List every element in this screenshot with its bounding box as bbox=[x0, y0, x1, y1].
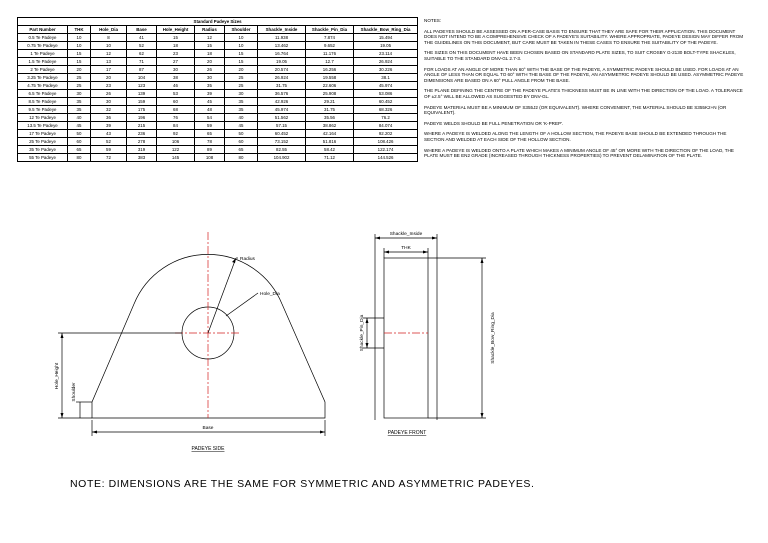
table-cell: 52 bbox=[91, 138, 127, 146]
table-cell: 10 bbox=[68, 42, 91, 50]
table-cell: 71.12 bbox=[306, 154, 354, 162]
hole-height-arrow-bottom bbox=[61, 413, 64, 418]
table-cell: 1.5 Te Padeye bbox=[18, 58, 68, 66]
table-cell: 35 bbox=[68, 106, 91, 114]
table-cell: 20 bbox=[225, 66, 258, 74]
table-cell: 13 bbox=[91, 58, 127, 66]
table-cell: 87 bbox=[127, 66, 157, 74]
table-cell: 278 bbox=[127, 138, 157, 146]
hole-dia-leader bbox=[226, 293, 258, 316]
table-cell: 35 bbox=[195, 82, 225, 90]
table-cell: 3.25 Te Padeye bbox=[18, 74, 68, 82]
table-cell: 92.202 bbox=[354, 130, 418, 138]
table-cell: 1 Te Padeye bbox=[18, 50, 68, 58]
table-cell: 319 bbox=[127, 146, 157, 154]
table-cell: 10 bbox=[225, 42, 258, 50]
base-arrow-right bbox=[320, 431, 325, 434]
table-cell: 53.086 bbox=[354, 90, 418, 98]
table-cell: 76.2 bbox=[354, 114, 418, 122]
shackle-pin-dia-label: Shackle_Pin_Dia bbox=[360, 314, 365, 352]
side-arrows bbox=[61, 258, 326, 434]
thk-arrow-left bbox=[384, 251, 389, 254]
table-cell: 215 bbox=[127, 122, 157, 130]
table-cell: 36.576 bbox=[258, 90, 306, 98]
note-item: THE SIZES ON THIS DOCUMENT HAVE BEEN CHOSEN BASED ON STANDARD PLATE SIZES, TO SUIT CROSBY G-2130 BOLT-TYPE SHACKLES, SUITABLE TO THE STANDARD DNV-GL 2.7-3. bbox=[424, 50, 736, 61]
table-cell: 13.462 bbox=[258, 42, 306, 50]
table-cell: 106 bbox=[157, 138, 195, 146]
table-cell: 145 bbox=[157, 154, 195, 162]
table-cell: 20.574 bbox=[258, 66, 306, 74]
table-cell: 0.5 Te Padeye bbox=[18, 34, 68, 42]
table-cell: 76 bbox=[157, 114, 195, 122]
table-cell: 25 bbox=[225, 82, 258, 90]
table-cell: 10 bbox=[68, 34, 91, 42]
table-cell: 25 bbox=[225, 74, 258, 82]
table-cell: 40 bbox=[225, 114, 258, 122]
table-cell: 104 bbox=[127, 74, 157, 82]
hole-dia-label: Hole_Dia bbox=[260, 292, 280, 297]
table-cell: 11.938 bbox=[258, 34, 306, 42]
thk-label: THK bbox=[401, 246, 411, 251]
table-cell: 122.174 bbox=[354, 146, 418, 154]
table-cell: 60 bbox=[68, 138, 91, 146]
table-cell: 12 Te Padeye bbox=[18, 114, 68, 122]
table-cell: 123 bbox=[127, 82, 157, 90]
table-cell: 73.152 bbox=[258, 138, 306, 146]
table-cell: 9.652 bbox=[306, 42, 354, 50]
table-cell: 41 bbox=[127, 34, 157, 42]
table-cell: 80 bbox=[225, 154, 258, 162]
table-cell: 68 bbox=[157, 106, 195, 114]
note-item: WHERE A PADEYE IS WELDED ONTO A PLATE WHICH MAKES A MINIMUM ANGLE OF 45° OR MORE WITH THE DIRECTION OF THE LOAD, THE PLATE MUST BE EN2 GRADE (INCREASED THROUGH THICKNESS PROPERTIES) TO PREVENT DELAMINATION OF THE PLATE. bbox=[424, 147, 734, 159]
note-item: PADEYE WELDS SHOULD BE FULL PENETRATION OR 'K-PREP'. bbox=[424, 120, 564, 126]
hole-height-label: Hole_Height bbox=[55, 362, 60, 390]
column-header: Part Number bbox=[18, 26, 68, 34]
column-header: Base bbox=[127, 26, 157, 34]
table-cell: 2 Te Padeye bbox=[18, 66, 68, 74]
table-cell: 122 bbox=[157, 146, 195, 154]
table-cell: 59 bbox=[195, 122, 225, 130]
table-cell: 45 bbox=[195, 98, 225, 106]
note-item: ALL PADEYES SHOULD BE ASSESSED ON A PER-CASE BASIS TO ENSURE THAT THEY ARE SAFE FOR THEIR APPLICATION. THIS DOCUMENT DOES NOT INTEND TO BE A COMPREHENSIVE CHECK OF A PADEYE'S SUITABILITY. WHERE APPROPRIATE, PADEYE DESIGN MAY DIFFER FROM THE GUIDELINES ON THIS DOCUMENT, BUT CARE MUST BE TAKEN IN THESE CASES TO ENSURE THE SUITABILITY OF THE PADEYE. bbox=[424, 28, 744, 45]
padeye-side-title: PADEYE SIDE bbox=[191, 446, 225, 452]
table-cell: 65 bbox=[195, 130, 225, 138]
table-cell: 42.164 bbox=[306, 130, 354, 138]
padeye-side-outline bbox=[92, 254, 325, 418]
table-cell: 52 bbox=[127, 42, 157, 50]
table-cell: 31.75 bbox=[258, 82, 306, 90]
table-cell: 65 bbox=[68, 146, 91, 154]
table-cell: 45.974 bbox=[354, 82, 418, 90]
table-cell: 62 bbox=[127, 50, 157, 58]
table-cell: 12 bbox=[91, 50, 127, 58]
table-cell: 0.75 Te Padeye bbox=[18, 42, 68, 50]
table-cell: 104.902 bbox=[258, 154, 306, 162]
table-cell: 25 bbox=[68, 74, 91, 82]
column-header: Hole_Height bbox=[157, 26, 195, 34]
table-cell: 38.1 bbox=[354, 74, 418, 82]
table-cell: 19.05 bbox=[354, 42, 418, 50]
table-cell: 51.562 bbox=[258, 114, 306, 122]
table-cell: 20 bbox=[68, 66, 91, 74]
table-cell: 159 bbox=[127, 98, 157, 106]
table-cell: 72 bbox=[91, 154, 127, 162]
shackle-bow-ring-dia-label: Shackle_Bow_Ring_Dia bbox=[491, 312, 496, 364]
table-cell: 78 bbox=[195, 138, 225, 146]
table-cell: 35 bbox=[225, 98, 258, 106]
table-cell: 36 bbox=[91, 114, 127, 122]
shoulder-label: Shoulder bbox=[72, 382, 77, 402]
column-header: Radius bbox=[195, 26, 225, 34]
notes-heading: NOTES: bbox=[424, 18, 442, 23]
table-cell: 58.42 bbox=[306, 146, 354, 154]
table-cell: 60 bbox=[157, 98, 195, 106]
note-item: THE PLANE DEFINING THE CENTRE OF THE PADEYE PLATE'S THICKNESS MUST BE IN LINE WITH THE DIRECTION OF THE LOAD. A TOLERANCE OF ±2.5° WILL BE ALLOWED AS SUGGESTED BY DNV-GL. bbox=[424, 88, 743, 99]
table-cell: 25 Te Padeye bbox=[18, 138, 68, 146]
radius-label: Radius bbox=[240, 257, 255, 262]
table-cell: 68.326 bbox=[354, 106, 418, 114]
table-cell: 12.7 bbox=[306, 58, 354, 66]
table-caption: Standard Padeye Sizes bbox=[18, 18, 418, 26]
table-cell: 30 bbox=[91, 98, 127, 106]
note-item: WHERE A PADEYE IS WELDED ALONG THE LENGTH OF A HOLLOW SECTION, THE PADEYE BASE SHOULD BE EXTENDED THROUGH THE SECTION AND WELDED AT EACH SIDE OF THE HOLLOW SECTION. bbox=[424, 131, 727, 142]
table-cell: 23.114 bbox=[354, 50, 418, 58]
table-cell: 196 bbox=[127, 114, 157, 122]
column-header: Shackle_Inside bbox=[258, 26, 306, 34]
table-cell: 175 bbox=[127, 106, 157, 114]
table-cell: 54 bbox=[195, 114, 225, 122]
bow-arrow-bottom bbox=[481, 413, 484, 418]
table-cell: 53 bbox=[157, 90, 195, 98]
note-item: FOR LOADS AT AN ANGLE OF MORE THAN 60° WITH THE BASE OF THE PADEYE, A SYMMETRIC PADEYE SHOULD BE USED. FOR LOADS AT AN ANGLE OF LESS THAN OR EQUAL TO 60° WITH THE BASE OF THE PADEYE, AN ASYMMETRIC PADEYE SHOULD BE USED. ASYMMETRIC PADEYE DIMENSIONS ARE BASED ON A 60° PULL ANGLE FROM THE BASE. bbox=[424, 66, 744, 83]
bow-arrow-top bbox=[481, 258, 484, 263]
table-cell: 16.256 bbox=[306, 66, 354, 74]
table-cell: 16.764 bbox=[258, 50, 306, 58]
table-cell: 82.55 bbox=[258, 146, 306, 154]
column-header: Shackle_Pin_Dia bbox=[306, 26, 354, 34]
table-cell: 22.606 bbox=[306, 82, 354, 90]
table-cell: 80 bbox=[68, 154, 91, 162]
table-cell: 45 bbox=[68, 122, 91, 130]
table-cell: 15 bbox=[68, 58, 91, 66]
table-cell: 30.226 bbox=[354, 66, 418, 74]
table-cell: 59 bbox=[91, 146, 127, 154]
table-cell: 39 bbox=[91, 122, 127, 130]
table-cell: 55 Te Padeye bbox=[18, 154, 68, 162]
thk-arrow-right bbox=[423, 251, 428, 254]
note-item: PADEYE MATERIAL MUST BE A MINIMUM OF S355J2 (OR EQUIVALENT). WHERE CONVENIENT, THE MATERIAL SHOULD BE S355K2+N (OR EQUIVALENT). bbox=[424, 104, 727, 116]
table-cell: 92 bbox=[157, 130, 195, 138]
table-cell: 18 bbox=[157, 42, 195, 50]
table-cell: 38 bbox=[157, 74, 195, 82]
column-header: Shoulder bbox=[225, 26, 258, 34]
table-cell: 236 bbox=[127, 130, 157, 138]
pin-arrow-bottom bbox=[366, 343, 369, 348]
table-cell: 15 bbox=[157, 34, 195, 42]
table-cell: 45 bbox=[225, 122, 258, 130]
table-cell: 35 bbox=[225, 106, 258, 114]
shackle-inside-arrow-right bbox=[432, 237, 437, 240]
pin-arrow-top bbox=[366, 318, 369, 323]
table-cell: 60.452 bbox=[354, 98, 418, 106]
table-cell: 30 bbox=[195, 74, 225, 82]
table-cell: 26.924 bbox=[258, 74, 306, 82]
table-cell: 42.926 bbox=[258, 98, 306, 106]
table-cell: 35 Te Padeye bbox=[18, 146, 68, 154]
table-cell: 84.074 bbox=[354, 122, 418, 130]
table-cell: 108.426 bbox=[354, 138, 418, 146]
table-cell: 19.558 bbox=[306, 74, 354, 82]
table-cell: 15 bbox=[195, 42, 225, 50]
table-cell: 30 bbox=[68, 90, 91, 98]
table-cell: 13.5 Te Padeye bbox=[18, 122, 68, 130]
table-cell: 48 bbox=[195, 106, 225, 114]
table-cell: 26 bbox=[195, 66, 225, 74]
table-cell: 26.924 bbox=[354, 58, 418, 66]
table-cell: 50 bbox=[225, 130, 258, 138]
table-cell: 108 bbox=[195, 154, 225, 162]
base-label: Base bbox=[202, 426, 214, 431]
table-cell: 18 bbox=[195, 50, 225, 58]
table-cell: 17 Te Padeye bbox=[18, 130, 68, 138]
table-cell: 17 bbox=[91, 66, 127, 74]
padeye-front-title: PADEYE FRONT bbox=[387, 430, 427, 436]
table-cell: 39 bbox=[195, 90, 225, 98]
table-cell: 8.5 Te Padeye bbox=[18, 98, 68, 106]
table-cell: 8 bbox=[91, 34, 127, 42]
table-cell: 27 bbox=[157, 58, 195, 66]
table-cell: 15 bbox=[68, 50, 91, 58]
table-cell: 20 bbox=[91, 74, 127, 82]
table-cell: 45.974 bbox=[258, 106, 306, 114]
padeye-front-view bbox=[363, 234, 486, 420]
front-arrows bbox=[366, 237, 484, 419]
table-cell: 51.816 bbox=[306, 138, 354, 146]
table-cell: 23 bbox=[91, 82, 127, 90]
shackle-inside-label: Shackle_Inside bbox=[389, 232, 423, 237]
bottom-note: NOTE: DIMENSIONS ARE THE SAME FOR SYMMETRIC AND ASYMMETRIC PADEYES. bbox=[70, 478, 535, 490]
table-cell: 26 bbox=[91, 90, 127, 98]
table-cell: 40 bbox=[68, 114, 91, 122]
table-cell: 25 bbox=[68, 82, 91, 90]
table-cell: 25.908 bbox=[306, 90, 354, 98]
table-cell: 71 bbox=[127, 58, 157, 66]
table-cell: 144.526 bbox=[354, 154, 418, 162]
table-cell: 29.21 bbox=[306, 98, 354, 106]
table-cell: 32 bbox=[91, 106, 127, 114]
column-header: Hole_Dia bbox=[91, 26, 127, 34]
table-cell: 43 bbox=[91, 130, 127, 138]
table-cell: 15 bbox=[225, 58, 258, 66]
table-cell: 10 bbox=[91, 42, 127, 50]
table-cell: 35.56 bbox=[306, 114, 354, 122]
table-cell: 30 bbox=[225, 90, 258, 98]
table-cell: 89 bbox=[195, 146, 225, 154]
table-cell: 6.5 Te Padeye bbox=[18, 90, 68, 98]
table-cell: 12 bbox=[195, 34, 225, 42]
table-cell: 383 bbox=[127, 154, 157, 162]
table-cell: 38.862 bbox=[306, 122, 354, 130]
table-cell: 15.494 bbox=[354, 34, 418, 42]
table-cell: 10 bbox=[225, 34, 258, 42]
table-cell: 50 bbox=[68, 130, 91, 138]
column-header: Shackle_Bow_Ring_Dia bbox=[354, 26, 418, 34]
shackle-inside-arrow-left bbox=[375, 237, 380, 240]
table-cell: 23 bbox=[157, 50, 195, 58]
table-cell: 19.05 bbox=[258, 58, 306, 66]
table-cell: 4.75 Te Padeye bbox=[18, 82, 68, 90]
table-cell: 11.176 bbox=[306, 50, 354, 58]
table-cell: 7.874 bbox=[306, 34, 354, 42]
table-cell: 57.15 bbox=[258, 122, 306, 130]
table-cell: 84 bbox=[157, 122, 195, 130]
base-arrow-left bbox=[92, 431, 97, 434]
table-cell: 9.5 Te Padeye bbox=[18, 106, 68, 114]
table-cell: 139 bbox=[127, 90, 157, 98]
table-cell: 15 bbox=[225, 50, 258, 58]
table-cell: 20 bbox=[195, 58, 225, 66]
table-cell: 35 bbox=[68, 98, 91, 106]
hole-height-arrow-top bbox=[61, 333, 64, 338]
table-cell: 30 bbox=[157, 66, 195, 74]
table-cell: 60.452 bbox=[258, 130, 306, 138]
table-cell: 60 bbox=[225, 138, 258, 146]
padeye-front-plate bbox=[384, 258, 428, 418]
table-cell: 65 bbox=[225, 146, 258, 154]
table-cell: 46 bbox=[157, 82, 195, 90]
column-header: THK bbox=[68, 26, 91, 34]
padeye-side-view bbox=[58, 232, 325, 436]
table-cell: 31.75 bbox=[306, 106, 354, 114]
